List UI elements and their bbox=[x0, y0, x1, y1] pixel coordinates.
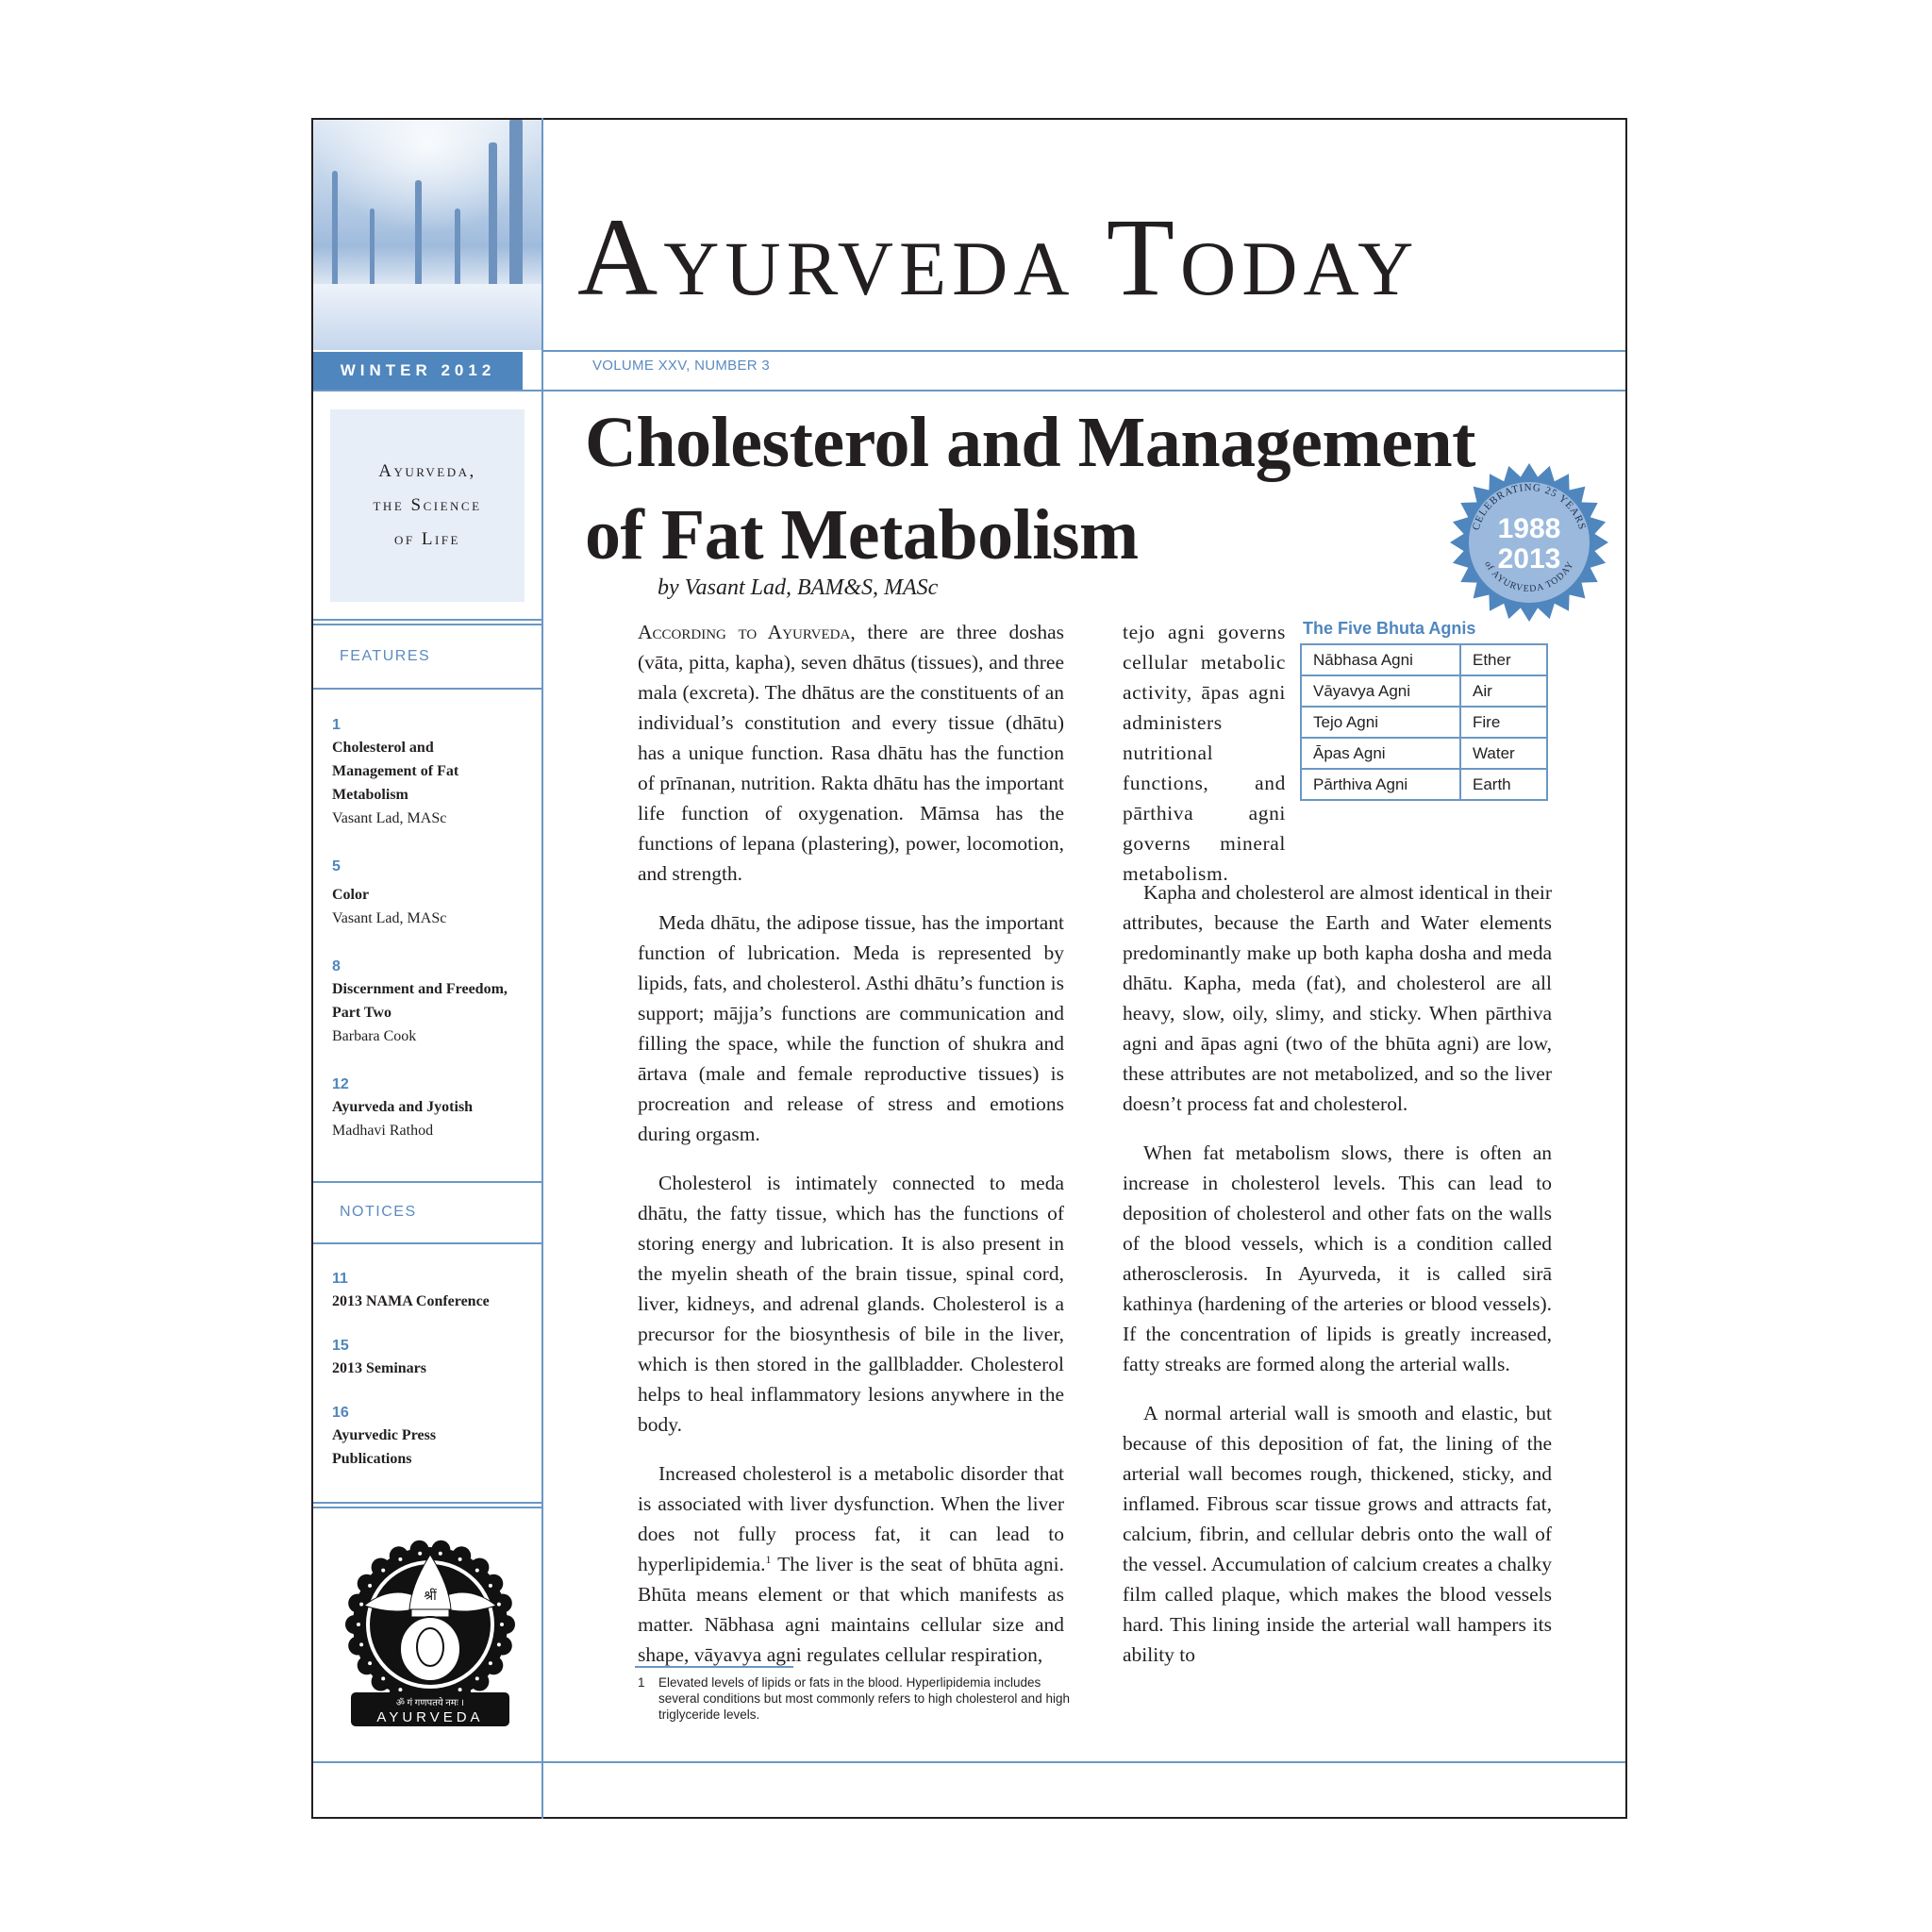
badge-top-text: CELEBRATING 25 YEARS bbox=[1470, 481, 1589, 532]
agni-name: Āpas Agni bbox=[1301, 738, 1460, 769]
logo-scallop bbox=[484, 1656, 503, 1674]
article-paragraph: A normal arterial wall is smooth and elastic, but because of this deposition of fat, the lining of the arterial wall becomes rough, thickened, sticky, and inflamed. Fibrous scar tissue grows and attracts fat, calcium, fibrin, and cellular debris onto the wall of the vessel. Accumulation of calcium creates a chalky film called plaque, which makes the blood vessels hard. This lining inside the arterial wall hampers its ability to bbox=[1123, 1402, 1552, 1666]
notice-title: 2013 Seminars bbox=[332, 1360, 426, 1376]
agni-name: Pārthiva Agni bbox=[1301, 769, 1460, 800]
tagline-line: of Life bbox=[394, 529, 460, 549]
logo-scallop bbox=[496, 1615, 515, 1634]
headline-line: Cholesterol and Management bbox=[585, 403, 1475, 482]
toc-item[interactable] bbox=[332, 1074, 530, 1142]
bhuta-agni-table bbox=[1300, 643, 1548, 801]
notices-list bbox=[332, 1269, 530, 1490]
table-row bbox=[1301, 675, 1547, 707]
notice-item[interactable] bbox=[332, 1336, 530, 1380]
logo-scallop bbox=[484, 1574, 503, 1593]
notice-page: 16 bbox=[332, 1405, 349, 1421]
table-row bbox=[1301, 707, 1547, 738]
badge-year-start: 1988 bbox=[1497, 513, 1561, 544]
badge-bottom-text: of AYURVEDA TODAY bbox=[1482, 559, 1576, 594]
logo-rule-2 bbox=[313, 1507, 541, 1508]
logo-scallop bbox=[345, 1615, 364, 1634]
article-paragraph bbox=[638, 1458, 1064, 1670]
logo-scallop bbox=[358, 1574, 376, 1593]
notice-title: Ayurvedic Press Publications bbox=[332, 1427, 437, 1467]
logo-mantra: ॐ गं गणपतये नमः । bbox=[395, 1698, 465, 1708]
article-headline bbox=[585, 396, 1585, 581]
article-byline: by Vasant Lad, BAM&S, MASc bbox=[658, 575, 939, 600]
logo-scallop-dot bbox=[368, 1584, 372, 1588]
footnote-number: 1 bbox=[638, 1675, 645, 1690]
logo-scallop-dot bbox=[368, 1661, 372, 1665]
logo-scallop bbox=[390, 1546, 408, 1565]
article-paragraph bbox=[638, 617, 1064, 889]
logo-scallop-dot bbox=[489, 1584, 492, 1588]
logo-scallop bbox=[493, 1637, 512, 1656]
agni-element: Earth bbox=[1460, 769, 1547, 800]
notice-page: 11 bbox=[332, 1271, 348, 1287]
notice-page: 15 bbox=[332, 1338, 349, 1354]
logo-scallop-dot bbox=[359, 1642, 363, 1646]
logo-scallop-dot bbox=[381, 1569, 385, 1573]
logo-scallop-dot bbox=[500, 1623, 504, 1626]
notice-item[interactable] bbox=[332, 1403, 530, 1471]
masthead-title bbox=[577, 193, 1577, 322]
footnote-text: Elevated levels of lipids or fats in the blood. Hyperlipidemia includes several conditions but most commonly refers to high cholesterol and high triglyceride levels. bbox=[658, 1675, 1070, 1722]
agni-element: Ether bbox=[1460, 644, 1547, 675]
table-title: The Five Bhuta Agnis bbox=[1303, 619, 1476, 638]
article-column-2 bbox=[1123, 877, 1552, 1689]
toc-item[interactable] bbox=[332, 715, 530, 830]
features-heading: FEATURES bbox=[340, 648, 431, 664]
toc-item[interactable] bbox=[332, 957, 530, 1048]
logo-scallop-dot bbox=[489, 1661, 492, 1665]
logo-scallop-dot bbox=[458, 1557, 462, 1561]
masthead-rule bbox=[543, 350, 1625, 352]
volume-rule bbox=[313, 390, 1625, 391]
logo-scallop-dot bbox=[497, 1642, 501, 1646]
paragraph-text: , there are three doshas (vāta, pitta, kapha), seven dhātus (tissues), and three mala (excreta). The dhātus are the constituents of an individual’s constitution and every tissue (dhātu) has a unique function. Rasa dhātu has the function of prīnanan, nutrition. Rakta dhātu has the important life function of oxygenation. Māmsa has the functions of lepana (plastering), power, locomotion, and strength. bbox=[638, 621, 1064, 885]
article-column-1 bbox=[638, 617, 1064, 1689]
issue-season: WINTER 2012 bbox=[313, 352, 523, 390]
logo-rule-1 bbox=[313, 1502, 541, 1504]
badge-year-end: 2013 bbox=[1497, 543, 1561, 575]
notices-rule bbox=[313, 1242, 541, 1244]
masthead-initial-t: T bbox=[1106, 195, 1180, 319]
ayurveda-logo bbox=[345, 1538, 515, 1736]
paragraph-lead: According to Ayurveda bbox=[638, 621, 851, 643]
article-paragraph: When fat metabolism slows, there is often an increase in cholesterol levels. This can lead to deposition of cholesterol and other fats on the walls of the blood vessels, which is a condition called atherosclerosis. In Ayurveda, it is called sirā kathinya (hardening of the arteries or blood vessels). If the concentration of lipids is greatly increased, fatty streaks are formed along the arterial walls. bbox=[1123, 1141, 1552, 1375]
issue-volume: VOLUME XXV, NUMBER 3 bbox=[592, 358, 770, 374]
table-row bbox=[1301, 738, 1547, 769]
headline-line: of Fat Metabolism bbox=[585, 495, 1139, 575]
masthead-word-t: ODAY bbox=[1180, 225, 1420, 311]
logo-scallop-dot bbox=[458, 1688, 462, 1691]
paragraph-text: Increased cholesterol is a metabolic disorder that is associated with liver dysfunction. When the liver does not fully process fat, it can lead to hyperlipidemia. bbox=[638, 1462, 1064, 1575]
footnote bbox=[638, 1674, 1072, 1723]
article-paragraph: Cholesterol is intimately connected to meda dhātu, the fatty tissue, which has the functions of storing energy and lubrication. It is also present in the myelin sheath of the brain tissue, spinal cord, liver, kidneys, and adrenal glands. Cholesterol is a precursor for the biosynthesis of bile in the liver, which is then stored in the gallbladder. Cholesterol helps to heal inflammatory lesions anywhere in the body. bbox=[638, 1172, 1064, 1436]
table-row bbox=[1301, 769, 1547, 800]
toc-author: Madhavi Rathod bbox=[332, 1123, 434, 1139]
agni-element: Fire bbox=[1460, 707, 1547, 738]
logo-scallop bbox=[431, 1541, 450, 1559]
logo-scallop bbox=[493, 1594, 512, 1613]
features-list bbox=[332, 715, 530, 1161]
tagline-box bbox=[330, 409, 525, 602]
logo-scallop-dot bbox=[381, 1676, 385, 1680]
kalash-pot-icon bbox=[400, 1617, 460, 1681]
logo-scallop bbox=[348, 1637, 367, 1656]
toc-author: Vasant Lad, MASc bbox=[332, 910, 447, 926]
logo-scallop bbox=[348, 1594, 367, 1613]
toc-title: Cholesterol and Management of Fat Metabolism bbox=[332, 740, 459, 803]
agni-element: Water bbox=[1460, 738, 1547, 769]
tagline-rule-1 bbox=[313, 619, 541, 621]
logo-scallop bbox=[372, 1673, 391, 1691]
agni-name: Tejo Agni bbox=[1301, 707, 1460, 738]
logo-scallop bbox=[372, 1558, 391, 1577]
tagline-line: the Science bbox=[373, 495, 482, 515]
logo-scallop bbox=[410, 1541, 429, 1559]
logo-seed-syllable: श्रीं bbox=[424, 1590, 437, 1604]
table-row bbox=[1301, 644, 1547, 675]
agni-name: Nābhasa Agni bbox=[1301, 644, 1460, 675]
tagline-line: Ayurveda, bbox=[378, 461, 476, 481]
toc-item[interactable] bbox=[332, 857, 530, 930]
agni-element: Air bbox=[1460, 675, 1547, 707]
notices-top-rule bbox=[313, 1181, 541, 1183]
tagline-rule-2 bbox=[313, 624, 541, 625]
logo-scallop-dot bbox=[475, 1569, 479, 1573]
paragraph-text: The liver is the seat of bhūta agni. Bhūta means element or that which manifests as matter. Nābhasa agni maintains cellular size and shape, vāyavya agni regulates cellular respiration, bbox=[638, 1553, 1064, 1666]
logo-scallop bbox=[452, 1546, 471, 1565]
logo-scallop-dot bbox=[418, 1552, 422, 1556]
toc-page: 12 bbox=[332, 1076, 349, 1092]
notice-item[interactable] bbox=[332, 1269, 530, 1313]
toc-page: 8 bbox=[332, 958, 341, 974]
article-paragraph: Meda dhātu, the adipose tissue, has the important function of lubrication. Meda is represented by lipids, fats, and cholesterol. Asthi dhātu’s function is support; mājja’s functions are communication and filling the space, while the function of shukra and ārtava (male and female reproductive tissues) is procreation and release of stress and emotions during orgasm. bbox=[638, 911, 1064, 1145]
logo-scallop bbox=[358, 1656, 376, 1674]
article-paragraph: Kapha and cholesterol are almost identical in their attributes, because the Earth and Water elements predominantly make up both kapha dosha and meda dhātu. Kapha, meda (fat), and cholesterol are all heavy, slow, oily, slimy, and sticky. When pārthiva agni and āpas agni (two of the bhūta agni) are low, these attributes are not metabolized, and so the liver doesn’t process fat and cholesterol. bbox=[1123, 881, 1552, 1115]
logo-scallop-dot bbox=[398, 1557, 402, 1561]
logo-scallop-dot bbox=[357, 1623, 360, 1626]
notice-title: 2013 NAMA Conference bbox=[332, 1293, 490, 1309]
features-rule bbox=[313, 688, 541, 690]
toc-page: 1 bbox=[332, 717, 341, 733]
article-paragraph: tejo agni governs cellular metabolic activity, āpas agni administers nutritional functions, and pārthiva agni governs mineral metabolism. bbox=[1123, 621, 1286, 885]
footnote-ref[interactable]: 1 bbox=[765, 1552, 772, 1566]
logo-scallop-dot bbox=[398, 1688, 402, 1691]
toc-title: Ayurveda and Jyotish bbox=[332, 1099, 474, 1115]
toc-author: Vasant Lad, MASc bbox=[332, 810, 447, 826]
toc-author: Barbara Cook bbox=[332, 1028, 417, 1044]
logo-scallop-dot bbox=[497, 1603, 501, 1607]
logo-scallop-dot bbox=[475, 1676, 479, 1680]
anniversary-badge bbox=[1449, 462, 1609, 623]
masthead-word-a: YURVEDA bbox=[663, 225, 1075, 311]
masthead-initial-a: A bbox=[577, 195, 664, 319]
footnote-rule bbox=[635, 1666, 793, 1668]
winter-cover-image bbox=[313, 120, 541, 350]
agni-name: Vāyavya Agni bbox=[1301, 675, 1460, 707]
bottom-rule bbox=[313, 1761, 1625, 1763]
toc-title: Discernment and Freedom, Part Two bbox=[332, 981, 508, 1021]
logo-scallop-dot bbox=[359, 1603, 363, 1607]
notices-heading: NOTICES bbox=[340, 1204, 417, 1220]
column-divider bbox=[541, 118, 543, 1819]
logo-scallop bbox=[470, 1558, 489, 1577]
toc-title: Color bbox=[332, 887, 370, 903]
article-column-2-wrap bbox=[1123, 617, 1286, 908]
logo-word: AYURVEDA bbox=[376, 1709, 484, 1725]
logo-scallop bbox=[470, 1673, 489, 1691]
logo-scallop-dot bbox=[439, 1552, 442, 1556]
toc-page: 5 bbox=[332, 858, 341, 874]
